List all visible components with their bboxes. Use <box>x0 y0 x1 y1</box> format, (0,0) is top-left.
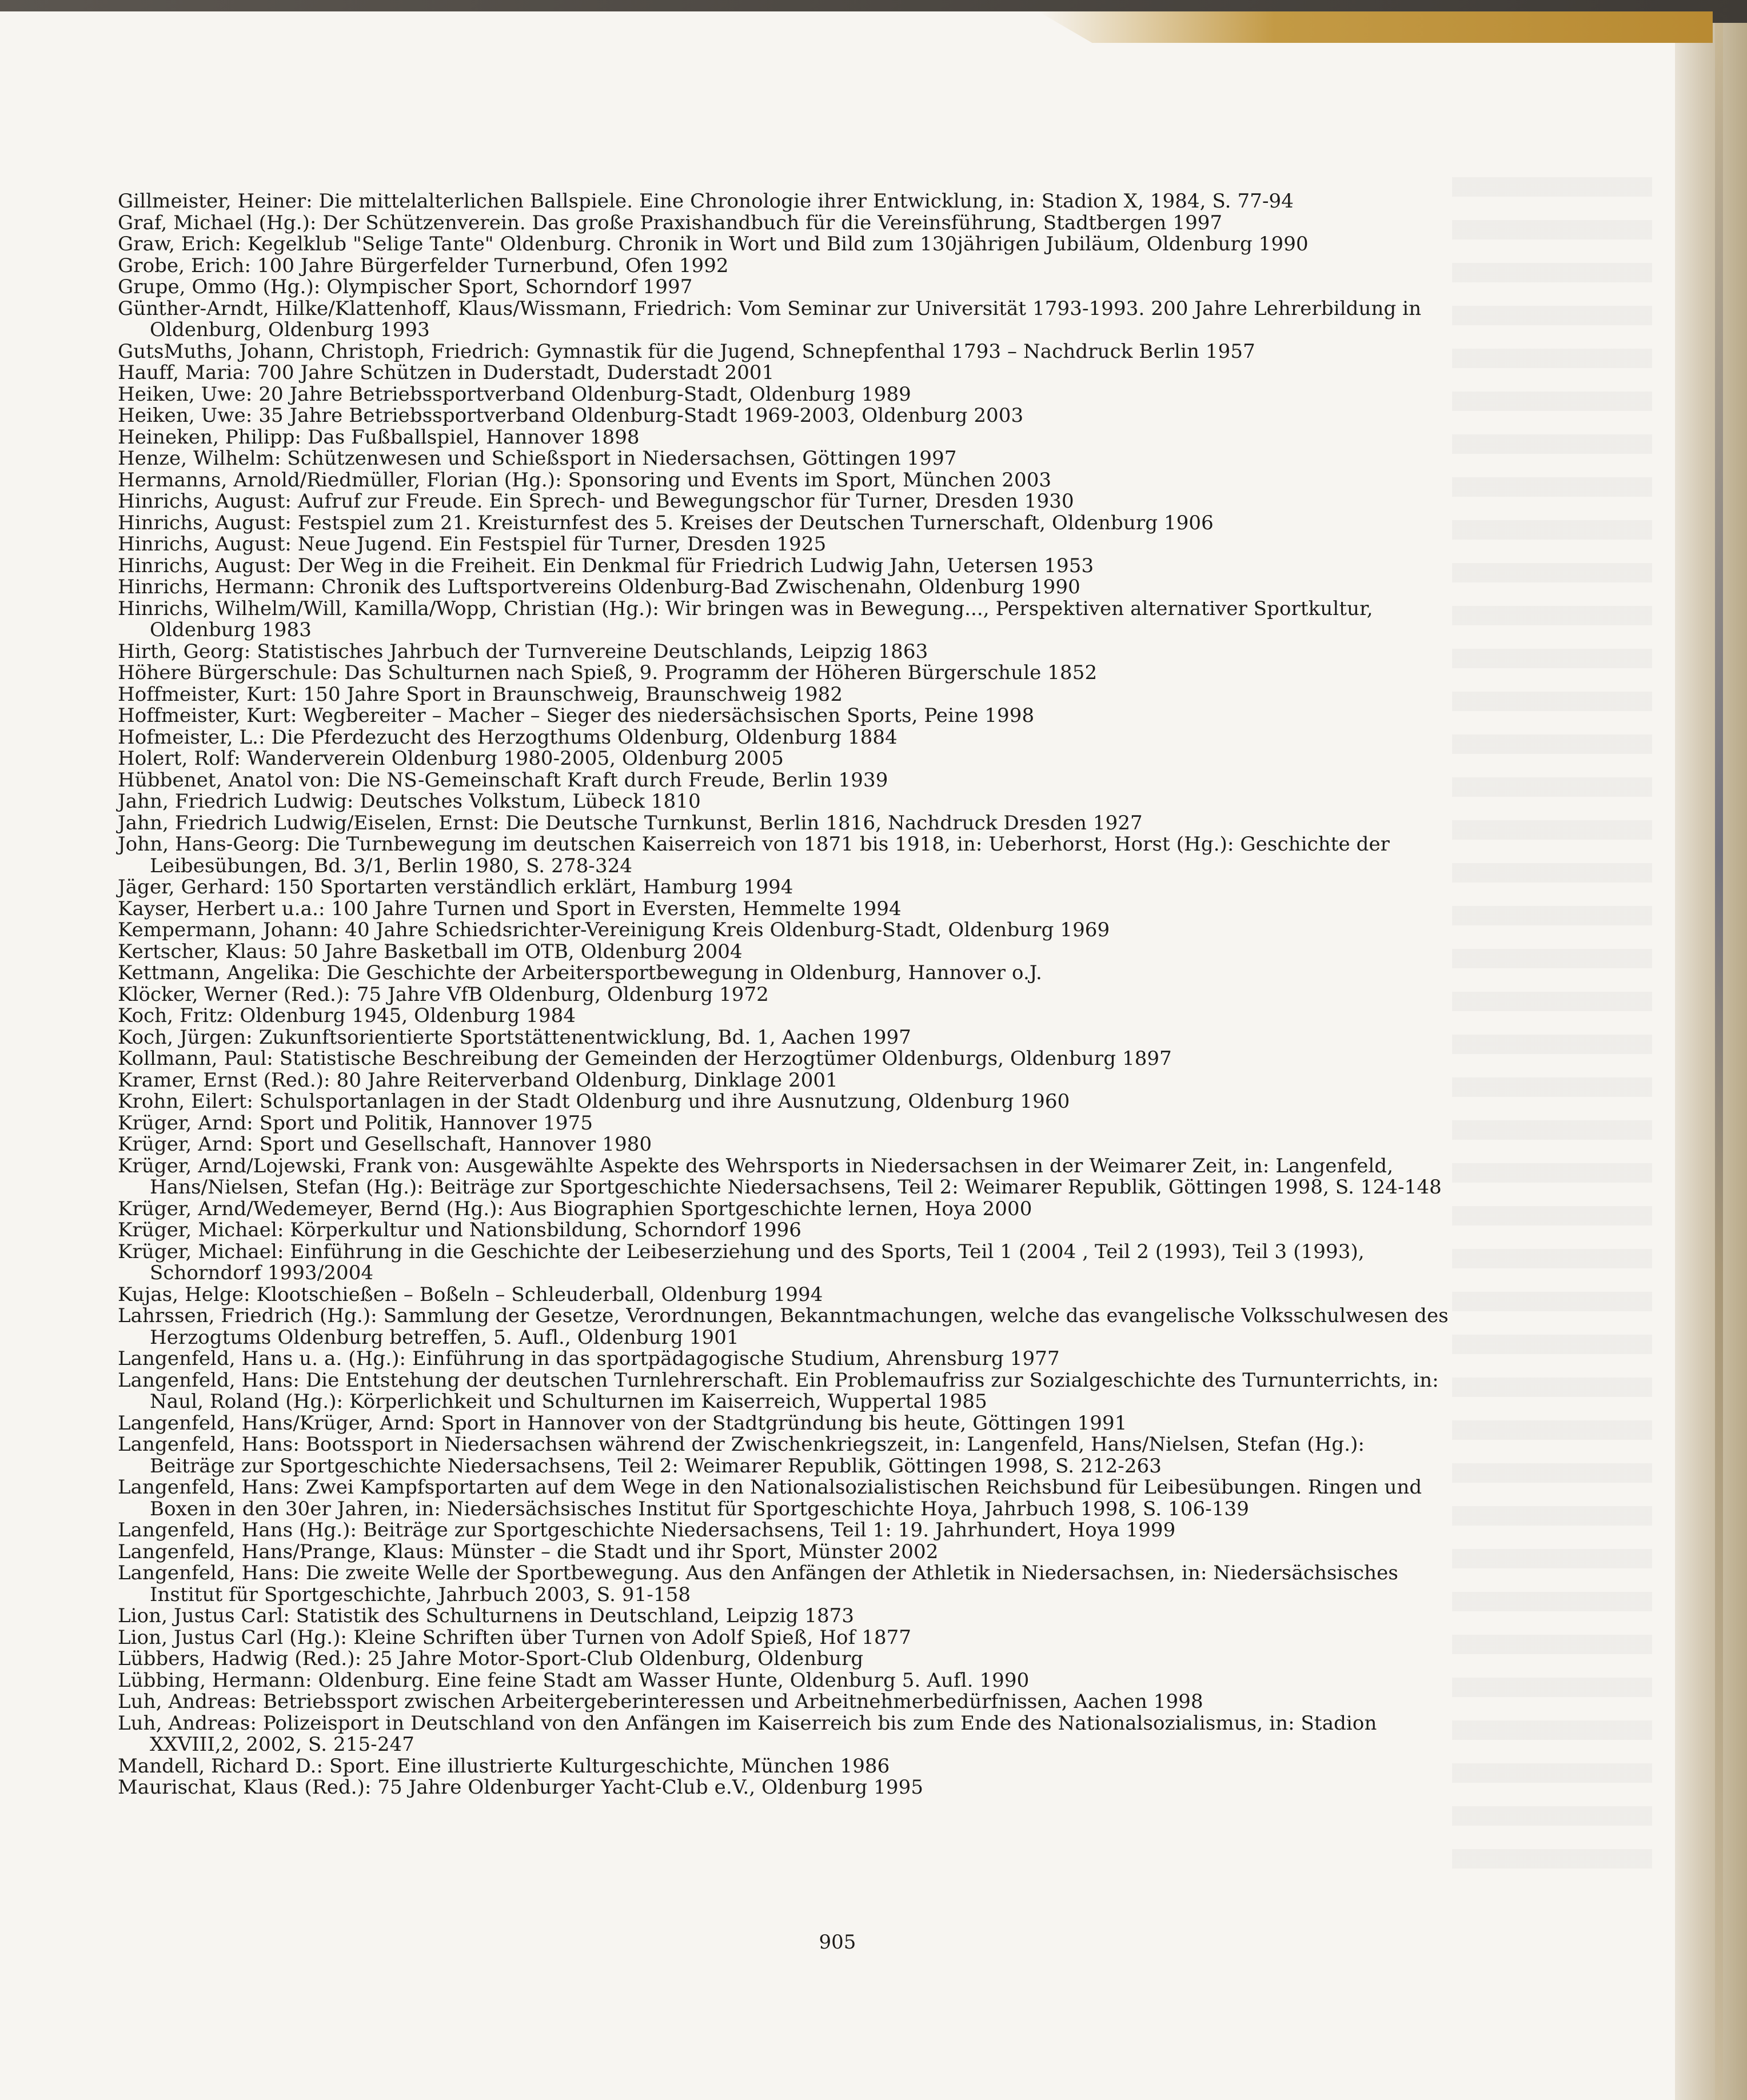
bibliography-entry: Hirth, Georg: Statistisches Jahrbuch der Turnvereine Deutschlands, Leipzig 1863 <box>118 640 928 663</box>
bibliography-entry: Kujas, Helge: Klootschießen – Boßeln – Schleuderball, Oldenburg 1994 <box>118 1283 823 1306</box>
bibliography-entry: Graw, Erich: Kegelklub "Selige Tante" Oldenburg. Chronik in Wort und Bild zum 130jährigen Jubiläum, Oldenburg 1990 <box>118 233 1309 255</box>
bibliography-entry: Hinrichs, August: Aufruf zur Freude. Ein Sprech- und Bewegungschor für Turner, Dresden 1930 <box>118 490 1074 513</box>
bibliography-entry: Lion, Justus Carl: Statistik des Schulturnens in Deutschland, Leipzig 1873 <box>118 1604 855 1627</box>
bibliography-entry: Kollmann, Paul: Statistische Beschreibung der Gemeinden der Herzogtümer Oldenburgs, Oldenburg 1897 <box>118 1047 1172 1070</box>
bibliography-entry: Kettmann, Angelika: Die Geschichte der Arbeitersportbewegung in Oldenburg, Hannover o.J. <box>118 961 1042 984</box>
bibliography-entry: Hinrichs, Wilhelm/Will, Kamilla/Wopp, Christian (Hg.): Wir bringen was in Bewegung..., Perspektiven alternativer Sportkultur, Oldenburg 1983 <box>118 597 1373 641</box>
bibliography-entry: Lübbing, Hermann: Oldenburg. Eine feine Stadt am Wasser Hunte, Oldenburg 5. Aufl. 1990 <box>118 1668 1030 1692</box>
bibliography-entry: Langenfeld, Hans: Die zweite Welle der Sportbewegung. Aus den Anfängen der Athletik in Niedersachsen, in: Niedersächsisches Institut für Sportgeschichte, Jahrbuch 2003, S. 91-158 <box>118 1562 1398 1606</box>
bibliography-entry: Kempermann, Johann: 40 Jahre Schiedsrichter-Vereinigung Kreis Oldenburg-Stadt, Oldenburg 1969 <box>118 919 1110 941</box>
bibliography-list <box>118 191 1455 1799</box>
bibliography-entry: Luh, Andreas: Polizeisport in Deutschland von den Anfängen im Kaiserreich bis zum Ende des Nationalsozialismus, in: Stadion XXVIII,2, 2002, S. 215-247 <box>118 1711 1377 1756</box>
bibliography-entry: GutsMuths, Johann, Christoph, Friedrich: Gymnastik für die Jugend, Schnepfenthal 1793 – Nachdruck Berlin 1957 <box>118 340 1255 363</box>
bibliography-entry: Krüger, Arnd: Sport und Politik, Hannover 1975 <box>118 1111 593 1135</box>
bibliography-entry: John, Hans-Georg: Die Turnbewegung im deutschen Kaiserreich von 1871 bis 1918, in: Ueberhorst, Horst (Hg.): Geschichte der Leibesübungen, Bd. 3/1, Berlin 1980, S. 278-324 <box>118 833 1390 877</box>
bibliography-entry: Langenfeld, Hans: Bootssport in Niedersachsen während der Zwischenkriegszeit, in: Langenfeld, Hans/Nielsen, Stefan (Hg.): Beiträge zur Sportgeschichte Niedersachsens, Teil 2: Weimarer Republik, Göttingen 1998, S. 212-263 <box>118 1433 1365 1478</box>
bibliography-entry: Jahn, Friedrich Ludwig: Deutsches Volkstum, Lübeck 1810 <box>118 790 701 813</box>
bibliography-entry: Maurischat, Klaus (Red.): 75 Jahre Oldenburger Yacht-Club e.V., Oldenburg 1995 <box>118 1776 924 1799</box>
bibliography-entry: Hübbenet, Anatol von: Die NS-Gemeinschaft Kraft durch Freude, Berlin 1939 <box>118 768 888 792</box>
bibliography-entry: Langenfeld, Hans/Krüger, Arnd: Sport in Hannover von der Stadtgründung bis heute, Göttingen 1991 <box>118 1411 1127 1435</box>
bibliography-entry: Hinrichs, August: Der Weg in die Freiheit. Ein Denkmal für Friedrich Ludwig Jahn, Uetersen 1953 <box>118 554 1094 577</box>
bibliography-entry: Günther-Arndt, Hilke/Klattenhoff, Klaus/Wissmann, Friedrich: Vom Seminar zur Universität 1793-1993. 200 Jahre Lehrerbildung in Oldenburg, Oldenburg 1993 <box>118 297 1422 341</box>
bibliography-entry: Heiken, Uwe: 20 Jahre Betriebssportverband Oldenburg-Stadt, Oldenburg 1989 <box>118 382 911 406</box>
bibliography-entry: Krüger, Arnd/Wedemeyer, Bernd (Hg.): Aus Biographien Sportgeschichte lernen, Hoya 2000 <box>118 1197 1032 1220</box>
bibliography-entry: Hoffmeister, Kurt: Wegbereiter – Macher – Sieger des niedersächsischen Sports, Peine 1998 <box>118 704 1035 727</box>
bibliography-entry: Grobe, Erich: 100 Jahre Bürgerfelder Turnerbund, Ofen 1992 <box>118 254 729 277</box>
bibliography-entry: Jahn, Friedrich Ludwig/Eiselen, Ernst: Die Deutsche Turnkunst, Berlin 1816, Nachdruck Dresden 1927 <box>118 811 1143 835</box>
bibliography-entry: Koch, Jürgen: Zukunftsorientierte Sportstättenentwicklung, Bd. 1, Aachen 1997 <box>118 1025 912 1049</box>
bibliography-entry: Lion, Justus Carl (Hg.): Kleine Schriften über Turnen von Adolf Spieß, Hof 1877 <box>118 1626 912 1649</box>
bibliography-entry: Hoffmeister, Kurt: 150 Jahre Sport in Braunschweig, Braunschweig 1982 <box>118 682 843 706</box>
bibliography-entry: Krüger, Arnd: Sport und Gesellschaft, Hannover 1980 <box>118 1133 652 1156</box>
bibliography-entry: Grupe, Ommo (Hg.): Olympischer Sport, Schorndorf 1997 <box>118 276 693 298</box>
bibliography-entry: Graf, Michael (Hg.): Der Schützenverein. Das große Praxishandbuch für die Vereinsführung, Stadtbergen 1997 <box>118 211 1223 234</box>
page-edge-strip <box>1715 23 1723 2100</box>
bibliography-entry: Kertscher, Klaus: 50 Jahre Basketball im OTB, Oldenburg 2004 <box>118 940 743 963</box>
bibliography-entry: Hinrichs, Hermann: Chronik des Luftsportvereins Oldenburg-Bad Zwischenahn, Oldenburg 1990 <box>118 576 1080 598</box>
bibliography-entry: Jäger, Gerhard: 150 Sportarten verständlich erklärt, Hamburg 1994 <box>118 876 793 899</box>
bibliography-entry: Hermanns, Arnold/Riedmüller, Florian (Hg.): Sponsoring und Events im Sport, München 2003 <box>118 468 1052 492</box>
bibliography-entry: Mandell, Richard D.: Sport. Eine illustrierte Kulturgeschichte, München 1986 <box>118 1754 890 1778</box>
bibliography-entry: Kayser, Herbert u.a.: 100 Jahre Turnen und Sport in Eversten, Hemmelte 1994 <box>118 897 902 920</box>
bibliography-entry: Hinrichs, August: Neue Jugend. Ein Festspiel für Turner, Dresden 1925 <box>118 533 827 556</box>
bibliography-entry: Langenfeld, Hans/Prange, Klaus: Münster – die Stadt und ihr Sport, Münster 2002 <box>118 1540 939 1563</box>
bibliography-entry: Langenfeld, Hans: Zwei Kampfsportarten auf dem Wege in den Nationalsozialistischen Reichsbund für Leibesübungen. Ringen und Boxen in den 30er Jahren, in: Niedersächsisches Institut für Sportgeschichte Hoya, Jahrbuch 1998, S. 106-139 <box>118 1476 1422 1520</box>
bibliography-entry: Krüger, Michael: Einführung in die Geschichte der Leibeserziehung und des Sports, Teil 1 (2004 , Teil 2 (1993), Teil 3 (1993), Schorndorf 1993/2004 <box>118 1240 1365 1284</box>
bibliography-entry: Krüger, Arnd/Lojewski, Frank von: Ausgewählte Aspekte des Wehrsports in Niedersachsen in der Weimarer Zeit, in: Langenfeld, Hans/Nielsen, Stefan (Hg.): Beiträge zur Sportgeschichte Niedersachsens, Teil 2: Weimarer Republik, Göttingen 1998, S. 124-148 <box>118 1154 1442 1199</box>
bibliography-entry: Klöcker, Werner (Red.): 75 Jahre VfB Oldenburg, Oldenburg 1972 <box>118 983 769 1006</box>
bibliography-entry: Holert, Rolf: Wanderverein Oldenburg 1980-2005, Oldenburg 2005 <box>118 747 784 770</box>
book-page-edge <box>1675 23 1747 2100</box>
bibliography-entry: Langenfeld, Hans: Die Entstehung der deutschen Turnlehrerschaft. Ein Problemaufriss zur Sozialgeschichte des Turnunterrichts, in: Naul, Roland (Hg.): Körperlichkeit und Schulturnen im Kaiserreich, Wuppertal 1985 <box>118 1368 1439 1413</box>
bibliography-entry: Langenfeld, Hans u. a. (Hg.): Einführung in das sportpädagogische Studium, Ahrensburg 1977 <box>118 1347 1060 1370</box>
bibliography-entry: Heiken, Uwe: 35 Jahre Betriebssportverband Oldenburg-Stadt 1969-2003, Oldenburg 2003 <box>118 404 1024 427</box>
page-number: 905 <box>819 1931 856 1954</box>
bibliography-entry: Lahrssen, Friedrich (Hg.): Sammlung der Gesetze, Verordnungen, Bekanntmachungen, welche das evangelische Volksschulwesen des Herzogtums Oldenburg betreffen, 5. Aufl., Oldenburg 1901 <box>118 1304 1449 1349</box>
bibliography-entry: Höhere Bürgerschule: Das Schulturnen nach Spieß, 9. Programm der Höheren Bürgerschule 1852 <box>118 661 1098 684</box>
bibliography-entry: Lübbers, Hadwig (Red.): 25 Jahre Motor-Sport-Club Oldenburg, Oldenburg <box>118 1647 864 1670</box>
bibliography-entry: Heineken, Philipp: Das Fußballspiel, Hannover 1898 <box>118 425 640 449</box>
show-through-text <box>1452 177 1652 1892</box>
bibliography-entry: Koch, Fritz: Oldenburg 1945, Oldenburg 1984 <box>118 1004 576 1027</box>
bibliography-entry: Langenfeld, Hans (Hg.): Beiträge zur Sportgeschichte Niedersachsens, Teil 1: 19. Jahrhundert, Hoya 1999 <box>118 1519 1176 1542</box>
bibliography-entry: Gillmeister, Heiner: Die mittelalterlichen Ballspiele. Eine Chronologie ihrer Entwicklung, in: Stadion X, 1984, S. 77-94 <box>118 190 1294 213</box>
bibliography-entry: Henze, Wilhelm: Schützenwesen und Schießsport in Niedersachsen, Göttingen 1997 <box>118 447 957 470</box>
bibliography-entry: Krohn, Eilert: Schulsportanlagen in der Stadt Oldenburg und ihre Ausnutzung, Oldenburg 1960 <box>118 1090 1070 1113</box>
bibliography-entry: Luh, Andreas: Betriebssport zwischen Arbeitergeberinteressen und Arbeitnehmerbedürfnissen, Aachen 1998 <box>118 1690 1203 1713</box>
book-cover-corner <box>1038 11 1713 43</box>
bibliography-entry: Hinrichs, August: Festspiel zum 21. Kreisturnfest des 5. Kreises der Deutschen Turnerschaft, Oldenburg 1906 <box>118 511 1214 534</box>
bibliography-entry: Kramer, Ernst (Red.): 80 Jahre Reiterverband Oldenburg, Dinklage 2001 <box>118 1068 838 1092</box>
bibliography-entry: Hauff, Maria: 700 Jahre Schützen in Duderstadt, Duderstadt 2001 <box>118 361 775 384</box>
bibliography-entry: Krüger, Michael: Körperkultur und Nationsbildung, Schorndorf 1996 <box>118 1219 802 1241</box>
bibliography-entry: Hofmeister, L.: Die Pferdezucht des Herzogthums Oldenburg, Oldenburg 1884 <box>118 725 898 749</box>
